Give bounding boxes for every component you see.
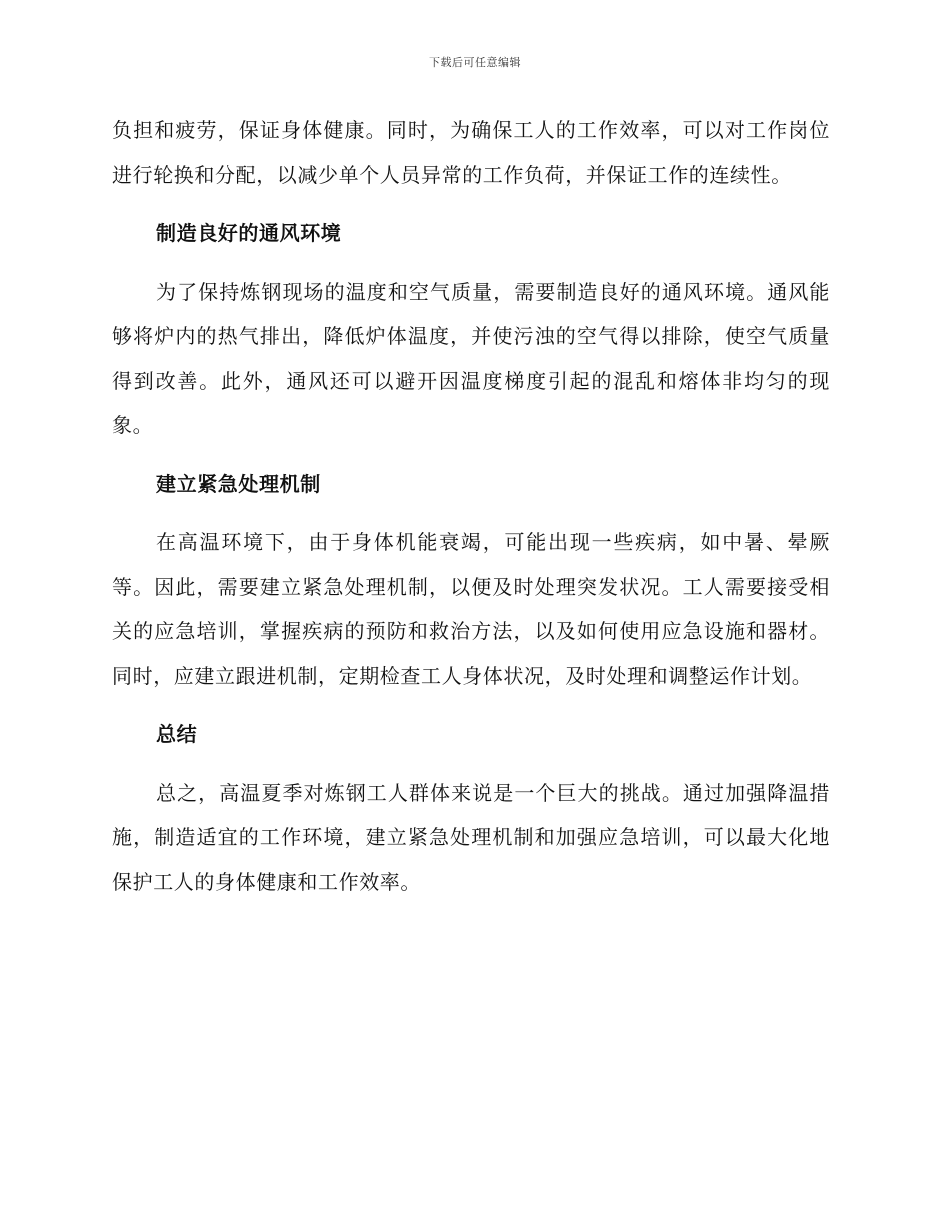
section-body-emergency: 在高温环境下，由于身体机能衰竭，可能出现一些疾病，如中暑、晕厥等。因此，需要建立紧急处理机制，以便及时处理突发状况。工人需要接受相关的应急培训，掌握疾病的预防和救治方法，以及如何使用应急设施和器材。同时，应建立跟进机制，定期检查工人身体状况，及时处理和调整运作计划。 bbox=[112, 530, 830, 688]
section-heading-ventilation: 制造良好的通风环境 bbox=[156, 221, 342, 245]
intro-paragraph: 负担和疲劳，保证身体健康。同时，为确保工人的工作效率，可以对工作岗位进行轮换和分配，以减少单个人员异常的工作负荷，并保证工作的连续性。 bbox=[112, 118, 830, 187]
section-body-ventilation: 为了保持炼钢现场的温度和空气质量，需要制造良好的通风环境。通风能够将炉内的热气排出，降低炉体温度，并使污浊的空气得以排除，使空气质量得到改善。此外，通风还可以避开因温度梯度引起的混乱和熔体非均匀的现象。 bbox=[112, 279, 830, 437]
page-header-note: 下载后可任意编辑 bbox=[429, 56, 521, 69]
document-body bbox=[112, 108, 830, 904]
section-heading-emergency: 建立紧急处理机制 bbox=[156, 471, 321, 496]
section-heading-summary: 总结 bbox=[156, 722, 198, 746]
section-body-summary: 总之，高温夏季对炼钢工人群体来说是一个巨大的挑战。通过加强降温措施，制造适宜的工作环境，建立紧急处理机制和加强应急培训，可以最大化地保护工人的身体健康和工作效率。 bbox=[112, 780, 830, 894]
